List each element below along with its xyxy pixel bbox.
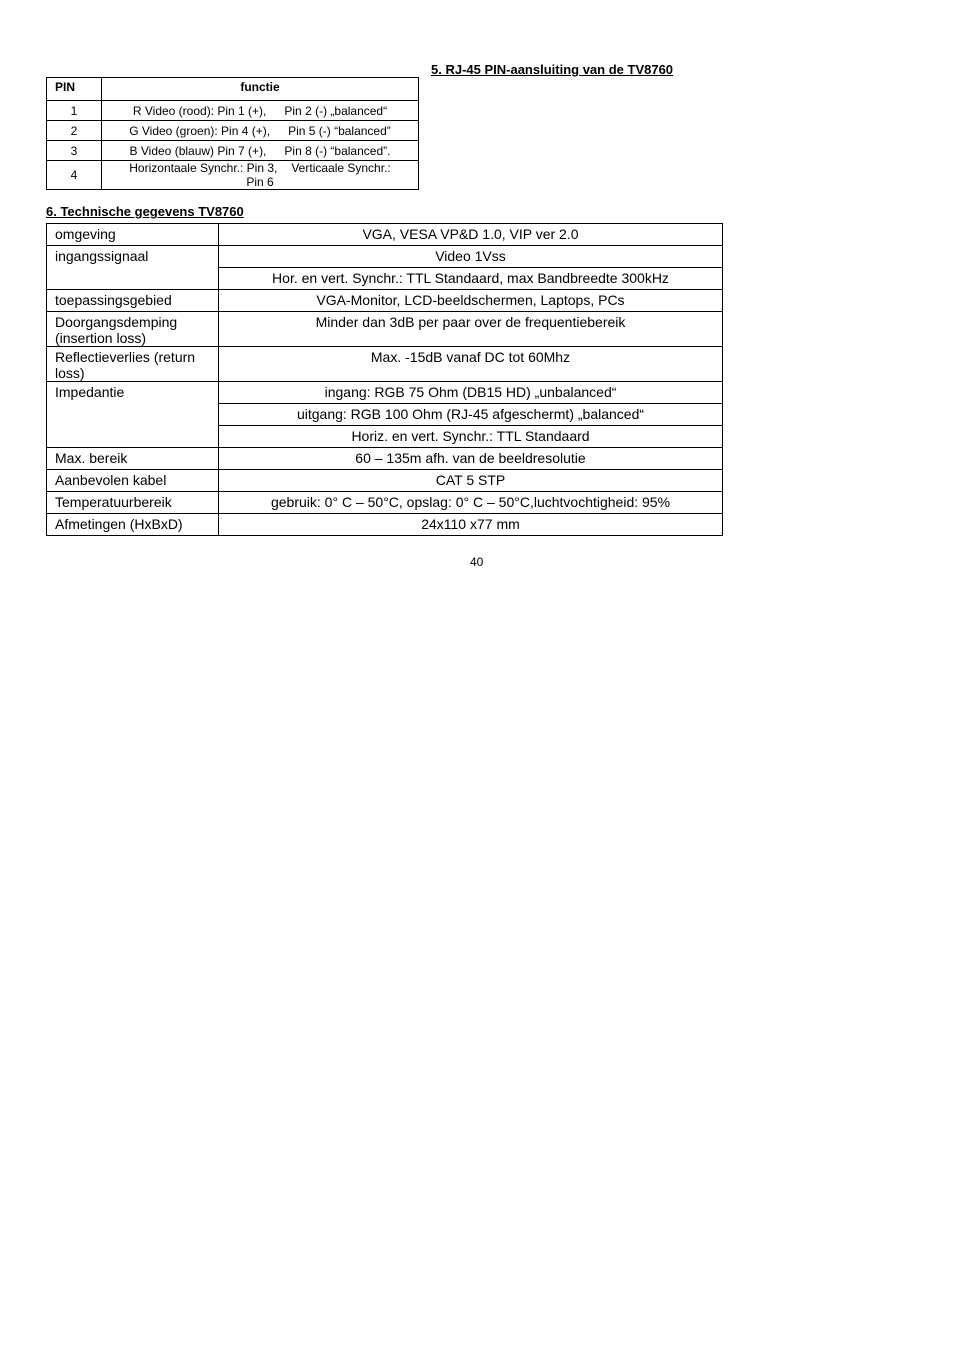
- spec-value: Horiz. en vert. Synchr.: TTL Standaard: [219, 426, 723, 448]
- spec-value: 60 – 135m afh. van de beeldresolutie: [219, 448, 723, 470]
- table-row: [47, 470, 723, 492]
- spec-value: Minder dan 3dB per paar over de frequentiebereik: [219, 312, 723, 347]
- table-row: [47, 121, 419, 141]
- table-row: [47, 514, 723, 536]
- spec-label: Temperatuurbereik: [47, 492, 219, 514]
- pin-table: [46, 77, 419, 190]
- table-row: [47, 141, 419, 161]
- pin-function: R Video (rood): Pin 1 (+), Pin 2 (-) „balanced“: [102, 101, 419, 121]
- spec-label: Aanbevolen kabel: [47, 470, 219, 492]
- section-5-heading: 5. RJ-45 PIN-aansluiting van de TV8760: [431, 62, 674, 77]
- spec-value: VGA, VESA VP&D 1.0, VIP ver 2.0: [219, 224, 723, 246]
- spec-value: CAT 5 STP: [219, 470, 723, 492]
- spec-value: Max. -15dB vanaf DC tot 60Mhz: [219, 347, 723, 382]
- spec-label: Afmetingen (HxBxD): [47, 514, 219, 536]
- table-row: [47, 347, 723, 382]
- pin-function: G Video (groen): Pin 4 (+), Pin 5 (-) “balanced”: [102, 121, 419, 141]
- spec-label: Max. bereik: [47, 448, 219, 470]
- spec-label: ingangssignaal: [47, 246, 219, 290]
- table-row: [47, 492, 723, 514]
- pin-table-header: [47, 78, 419, 101]
- table-row: [47, 101, 419, 121]
- spec-label: toepassingsgebied: [47, 290, 219, 312]
- table-row: [47, 312, 723, 347]
- spec-label: omgeving: [47, 224, 219, 246]
- pin-number: 4: [47, 161, 102, 190]
- pin-function: B Video (blauw) Pin 7 (+), Pin 8 (-) “balanced”.: [102, 141, 419, 161]
- section-6-heading: 6. Technische gegevens TV8760: [46, 204, 244, 219]
- specifications-table: [46, 223, 723, 536]
- spec-label: Doorgangsdemping (insertion loss): [47, 312, 219, 347]
- spec-label: Impedantie: [47, 382, 219, 448]
- pin-number: 2: [47, 121, 102, 141]
- pin-number: 1: [47, 101, 102, 121]
- table-row: [47, 161, 419, 190]
- spec-value: 24x110 x77 mm: [219, 514, 723, 536]
- table-row: [47, 224, 723, 246]
- table-row: [47, 382, 723, 404]
- table-row: [47, 246, 723, 268]
- table-row: [47, 290, 723, 312]
- table-row: [47, 448, 723, 470]
- pin-number: 3: [47, 141, 102, 161]
- spec-value: ingang: RGB 75 Ohm (DB15 HD) „unbalanced“: [219, 382, 723, 404]
- pin-function: Horizontaale Synchr.: Pin 3, Verticaale Synchr.: Pin 6: [102, 161, 419, 190]
- pin-header: PIN: [47, 78, 102, 101]
- spec-value: Video 1Vss: [219, 246, 723, 268]
- function-header: functie: [102, 78, 419, 101]
- spec-label: Reflectieverlies (return loss): [47, 347, 219, 382]
- spec-value: VGA-Monitor, LCD-beeldschermen, Laptops, PCs: [219, 290, 723, 312]
- spec-value: Hor. en vert. Synchr.: TTL Standaard, max Bandbreedte 300kHz: [219, 268, 723, 290]
- spec-value: gebruik: 0° C – 50°C, opslag: 0° C – 50°C,luchtvochtigheid: 95%: [219, 492, 723, 514]
- spec-value: uitgang: RGB 100 Ohm (RJ-45 afgeschermt) „balanced“: [219, 404, 723, 426]
- page-number: 40: [470, 555, 484, 569]
